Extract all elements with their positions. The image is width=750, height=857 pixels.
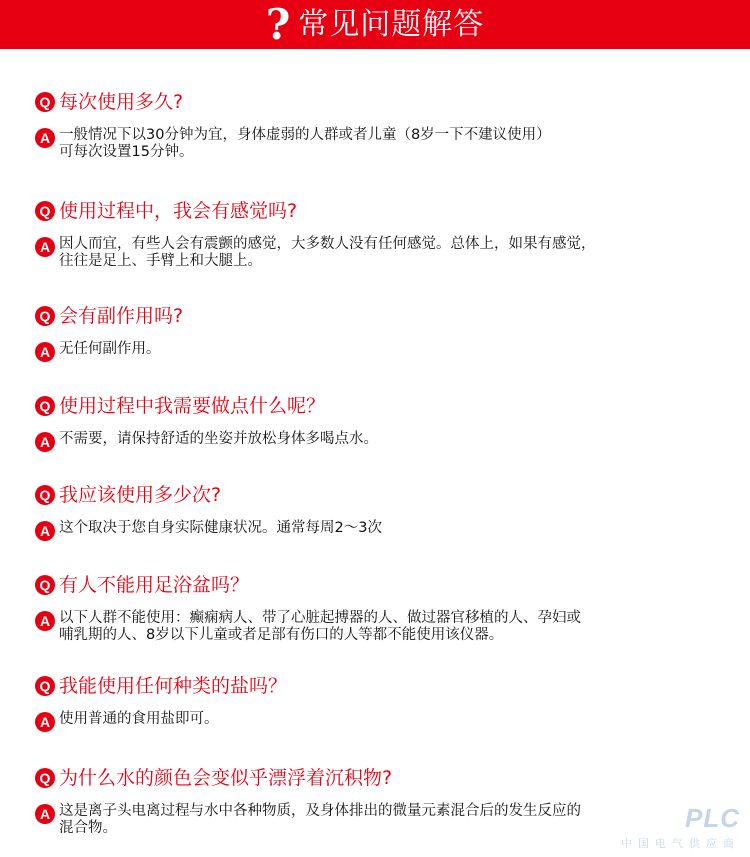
answer-line: 这个取决于您自身实际健康状况。通常每周2～3次 [59, 520, 382, 536]
q-badge-icon: Q [35, 396, 55, 416]
faq-item [35, 571, 735, 644]
faq-question [35, 197, 735, 225]
faq-question [35, 481, 735, 509]
a-badge-icon: A [35, 521, 55, 541]
question-text: 每次使用多久? [59, 91, 184, 113]
answer-text [59, 610, 581, 644]
question-text: 我能使用任何种类的盐吗？ [59, 675, 288, 697]
a-badge-icon: A [35, 432, 55, 452]
faq-item [35, 197, 735, 270]
answer-line: 一般情况下以30分钟为宜，身体虚弱的人群或者儿童（8岁一下不建议使用） [59, 127, 551, 143]
header-banner [0, 0, 750, 49]
a-badge-icon: A [35, 342, 55, 362]
q-badge-icon: Q [35, 92, 55, 112]
faq-answer [35, 520, 735, 541]
faq-answer [35, 803, 735, 837]
answer-text [59, 341, 161, 358]
answer-text [59, 127, 551, 161]
answer-line: 使用普通的食用盐即可。 [59, 711, 219, 727]
faq-item [35, 672, 735, 732]
faq-answer [35, 236, 735, 270]
answer-line: 以下人群不能使用：癫痫病人、带了心脏起搏器的人、做过器官移植的人、孕妇或 [59, 610, 581, 626]
watermark-subtitle: 中国电气供应商 [621, 837, 740, 850]
q-badge-icon: Q [35, 485, 55, 505]
answer-line: 哺乳期的人、8岁以下儿童或者足部有伤口的人等都不能使用该仪器。 [59, 627, 504, 643]
faq-item [35, 764, 735, 837]
answer-line: 不需要，请保持舒适的坐姿并放松身体多喝点水。 [59, 431, 378, 447]
faq-question [35, 302, 735, 330]
answer-line: 无任何副作用。 [59, 341, 161, 357]
answer-text [59, 236, 596, 270]
answer-text [59, 803, 581, 837]
question-text: 为什么水的颜色会变似乎漂浮着沉积物? [59, 767, 393, 789]
page-title: 常见问题解答 [298, 6, 485, 42]
faq-answer [35, 711, 735, 732]
q-badge-icon: Q [35, 676, 55, 696]
faq-answer [35, 610, 735, 644]
faq-question [35, 88, 735, 116]
question-text: 会有副作用吗? [59, 305, 184, 327]
question-text: 使用过程中我需要做点什么呢？ [59, 395, 326, 417]
faq-answer [35, 127, 735, 161]
q-badge-icon: Q [35, 306, 55, 326]
a-badge-icon: A [35, 804, 55, 824]
a-badge-icon: A [35, 128, 55, 148]
answer-line: 这是离子头电离过程与水中各种物质，及身体排出的微量元素混合后的发生反应的 [59, 803, 581, 819]
question-mark-icon: ? [265, 0, 291, 49]
faq-question [35, 392, 735, 420]
answer-line: 可每次设置15分钟。 [59, 144, 194, 160]
watermark-logo-text: PLC [685, 803, 740, 833]
faq-question [35, 764, 735, 792]
faq-item [35, 302, 735, 362]
faq-answer [35, 431, 735, 452]
a-badge-icon: A [35, 237, 55, 257]
answer-line: 因人而宜，有些人会有震颤的感觉，大多数人没有任何感觉。总体上，如果有感觉， [59, 236, 596, 252]
a-badge-icon: A [35, 611, 55, 631]
answer-text [59, 520, 382, 537]
answer-text [59, 431, 378, 448]
faq-answer [35, 341, 735, 362]
answer-line: 往往是足上、手臂上和大腿上。 [59, 253, 262, 269]
faq-item [35, 481, 735, 541]
q-badge-icon: Q [35, 575, 55, 595]
answer-text [59, 711, 219, 728]
faq-question [35, 672, 735, 700]
answer-line: 混合物。 [59, 820, 117, 836]
question-text: 有人不能用足浴盆吗？ [59, 574, 250, 596]
a-badge-icon: A [35, 712, 55, 732]
faq-item [35, 88, 735, 161]
faq-item [35, 392, 735, 452]
question-text: 使用过程中，我会有感觉吗? [59, 200, 298, 222]
q-badge-icon: Q [35, 768, 55, 788]
question-text: 我应该使用多少次? [59, 484, 222, 506]
q-badge-icon: Q [35, 201, 55, 221]
faq-question [35, 571, 735, 599]
